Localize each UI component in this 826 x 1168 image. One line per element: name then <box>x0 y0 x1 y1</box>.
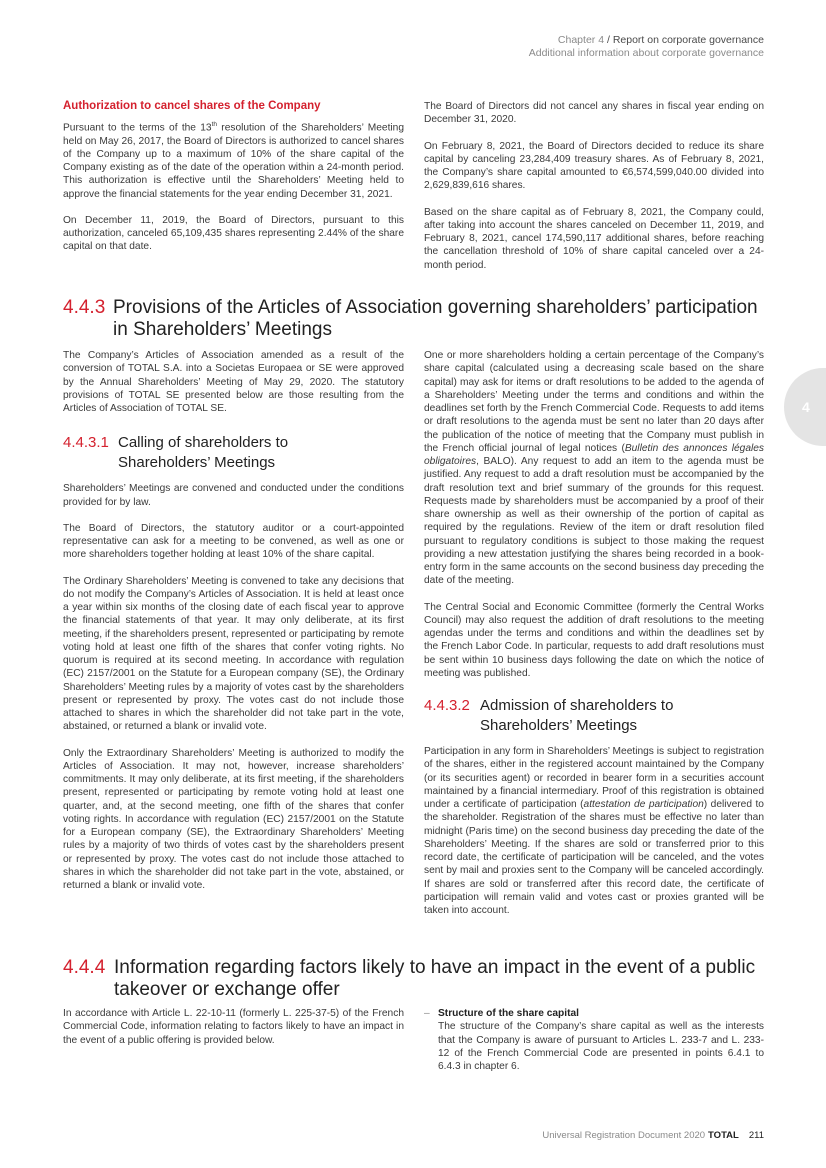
section-443-heading: 4.4.3 Provisions of the Articles of Association governing shareholders’ participation in Shareholders’ Meetings <box>63 297 758 340</box>
subsection-title: Additional information about corporate governance <box>528 47 764 59</box>
section-443-intro: The Company’s Articles of Association amended as a result of the conversion of TOTAL S.A. into a Societas Europaea or SE were approved by the Annual Shareholders’ Meeting of May 29, 2020. The statutory provisions of TOTAL SE presented below are those resulting from the Articles of Association of TOTAL SE. <box>63 350 404 414</box>
section-443-title: Provisions of the Articles of Association governing shareholders’ participation <box>113 297 758 318</box>
subsection-4432-text: Participation in any form in Shareholders’ Meetings is subject to registration of the shares, either in the registered account maintained by the Company (or its securities agent) or recorded in bearer form in a securities account maintained by a financial intermediary. Proof of this registration is obtained under a certificate of participation (attestation de participation) delivered to the shareholder. Registration of the shares must be effective no later than midnight (Paris time) on the second business day preceding the date of the Shareholders’ Meeting. If the shares are sold or transferred prior to this record date, the certificate of participation will be canceled, and the votes sent by mail and proxies sent to the Company will be canceled accordingly. If shares are sold or transferred after this record date, the certificate of participation will remain valid and votes cast or proxies granted will be taken into account. <box>424 746 764 916</box>
page-number: 211 <box>748 1130 764 1141</box>
section-443-number: 4.4.3 <box>63 297 106 318</box>
section-443-right-column <box>424 349 764 917</box>
auth-right-para-1: The Board of Directors did not cancel any shares in fiscal year ending on December 31, 2020. <box>424 101 764 126</box>
auth-left-column <box>63 100 404 254</box>
chapter-line: Chapter 4 / Report on corporate governance <box>557 34 764 46</box>
section-443-left-column <box>63 349 404 892</box>
section-444-heading: 4.4.4 Information regarding factors likely to have an impact in the event of a public takeover or exchange offer <box>63 957 756 1000</box>
section-444-title: Information regarding factors likely to have an impact in the event of a public <box>114 957 756 978</box>
subsection-4431-text: Shareholders’ Meetings are convened and conducted under the conditions provided for by law. The Board of Directors, the statutory auditor or a court-appointed representative can ask for a meeting to be convened, as well as one or more shareholders together holding at least 10% of the share capital. The Ordinary Shareholders’ Meeting is convened to take any decisions that do not modify the Company’s Articles of Association. It is held at least once a year within six months of the closing date of each fiscal year to approve the financial statements of that year. It may only deliberate, at its first meeting, if the shareholders present, represented or participating by remote voting hold at least one fifth of the shares that confer voting rights. No quorum is required at its second meeting. In accordance with regulation (EC) 2157/2001 on the Statute for a European company (SE), the Ordinary Shareholders’ Meeting rules by a majority of votes cast by the shareholders present or represented by proxy. The votes cast do not include those attached to shares in which the shareholder did not take part in the vote, abstained, or returned a blank or invalid vote. Only the Extraordinary Shareholders’ Meeting is authorized to modify the Articles of Association. It may not, however, increase shareholders’ commitments. It may only deliberate, at its first meeting, if the shareholders present, represented or participating by remote voting hold at least one quarter, and, at the second meeting, one fifth of the shares that confer voting rights. In accordance with regulation (EC) 2157/2001 on the Statute for a European company (SE), the Extraordinary Shareholders’ Meeting rules by a majority of two thirds of votes cast by the shareholders present or represented by proxy. The votes cast do not include those attached to shares in which the shareholder did not take part in the vote, abstained, or returned a blank or invalid vote. <box>63 483 404 891</box>
subsection-4432-heading: 4.4.3.2 Admission of shareholders to Shareholders’ Meetings <box>424 697 674 734</box>
footer-brand: TOTAL <box>708 1130 739 1141</box>
auth-right-column <box>424 100 764 272</box>
works-council-para: The Central Social and Economic Committee (formerly the Central Works Council) may also request the addition of draft resolutions to the meeting agendas under the terms and conditions and within the deadlines set by the French Labor Code. In particular, requests to add draft resolutions must be sent within 10 business days following the date on which the notice of meeting was published. <box>424 601 764 679</box>
page-header <box>529 34 764 60</box>
auth-para-1: Pursuant to the terms of the 13th resolution of the Shareholders’ Meeting held on May 26, 2017, the Board of Directors is authorized to cancel shares of the Company up to a maximum of 10% of the share capital of the Company existing as of the date of the operation within a 24-month period. This authorization is effective until the Shareholders’ Meeting held to approve the financial statements for the year ending December 31, 2021. <box>63 121 404 200</box>
chapter-tab-label: 4 <box>802 399 810 415</box>
bullet-dash: – <box>424 1008 430 1019</box>
page-footer <box>542 1130 764 1141</box>
section-444-number: 4.4.4 <box>63 957 106 978</box>
footer-document: Universal Registration Document 2020 <box>542 1130 706 1141</box>
bullet-text: The structure of the Company’s share capital as well as the interests that the Company is aware of pursuant to Articles L. 233-7 and L. 233-12 of the French Commercial Code are presented in points 6.4.1 to 6.4.3 in chapter 6. <box>438 1021 764 1072</box>
agenda-requests-para: One or more shareholders holding a certain percentage of the Company’s share capital (calculated using a decreasing scale based on the share capital) may ask for items or draft resolutions to be added to the agenda of a Shareholders’ Meeting under the terms and conditions and within the deadlines set forth by the French Commercial Code. Requests to add items or draft resolutions to the agenda must be sent no later than 20 days after the publication of the notice of meeting that the Company must publish in the French official journal of legal notices (Bulletin des annonces légales obligatoires, BALO). Any request to add an item to the agenda must be justified. Any request to add a draft resolution must be accompanied by the draft resolution text and brief summary of the grounds for this request. Requests made by shareholders must be accompanied by a proof of their share ownership as well as their ownership of the portion of capital as required by the regulations. Review of the item or draft resolution filed pursuant to regulatory conditions is subject to those making the request providing a new attestation justifying the shares being recorded in a book-entry form in the same accounts on the second business day preceding the date of the meeting. <box>424 350 765 587</box>
subsection-4431-heading: 4.4.3.1 Calling of shareholders to Shareholders’ Meetings <box>63 434 289 472</box>
auth-right-para-3: Based on the share capital as of February 8, 2021, the Company could, after taking into account the shares canceled on December 11, 2019, and February 8, 2021, cancel 174,590,117 additional shares, before reaching the cancellation threshold of 10% of share capital canceled over a 24-month period. <box>424 206 764 271</box>
chapter-title: Report on corporate governance <box>612 34 764 46</box>
auth-right-para-2: On February 8, 2021, the Board of Directors decided to reduce its share capital by canceling 23,284,409 treasury shares. As of February 8, 2021, the Company’s share capital amounted to €6,574,599,040.00 divided into 2,629,839,616 shares. <box>424 140 764 192</box>
chapter-tab[interactable] <box>784 368 826 446</box>
share-capital-bullet <box>424 1007 764 1073</box>
auth-para-2: On December 11, 2019, the Board of Directors, pursuant to this authorization, canceled 65,109,435 shares representing 2.44% of the share capital on that date. <box>63 214 404 253</box>
auth-left-text <box>63 118 404 254</box>
auth-heading: Authorization to cancel shares of the Company <box>63 100 321 112</box>
bullet-title: Structure of the share capital <box>438 1008 579 1019</box>
section-444-intro: In accordance with Article L. 22-10-11 (formerly L. 225-37-5) of the French Commercial Code, information relating to factors likely to have an impact in the event of a public offering is provided below. <box>63 1008 404 1046</box>
